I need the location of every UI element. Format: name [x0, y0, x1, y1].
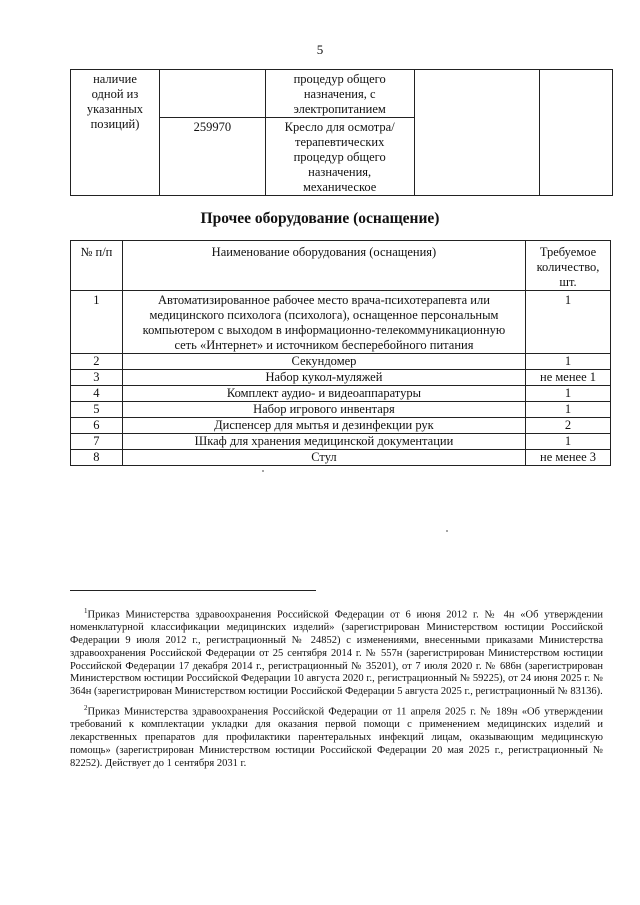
- row-name: Диспенсер для мытья и дезинфекции рук: [122, 418, 525, 434]
- row-quantity: не менее 3: [526, 450, 611, 466]
- table1-code: 259970: [159, 118, 265, 196]
- row-quantity: 1: [526, 291, 611, 354]
- row-number: 1: [71, 291, 123, 354]
- table1-left-cell: наличие одной из указанных позиций): [71, 70, 160, 196]
- footnote-1: [70, 605, 603, 699]
- table1-bottom-item: Кресло для осмотра/ терапевтических процедур общего назначения, механическое: [265, 118, 414, 196]
- row-quantity: 2: [526, 418, 611, 434]
- footnote-mark: 1: [84, 607, 88, 615]
- table-row: [71, 386, 611, 402]
- row-name: Шкаф для хранения медицинской документации: [122, 434, 525, 450]
- row-number: 5: [71, 402, 123, 418]
- scan-speck: [446, 530, 448, 532]
- table-row: [71, 418, 611, 434]
- row-quantity: 1: [526, 354, 611, 370]
- equipment-table-continuation: [70, 69, 613, 196]
- row-name: Набор кукол-муляжей: [122, 370, 525, 386]
- row-name: Стул: [122, 450, 525, 466]
- row-name: Набор игрового инвентаря: [122, 402, 525, 418]
- table-row: [71, 434, 611, 450]
- other-equipment-table: [70, 240, 611, 466]
- table-row: [71, 354, 611, 370]
- row-number: 8: [71, 450, 123, 466]
- page-number: 5: [316, 42, 324, 57]
- footnote-text: Приказ Министерства здравоохранения Российской Федерации от 11 апреля 2025 г. № 189н «Об утверждении требований к комплектации укладки для оказания первой помощи с применением медицинских изделий и лекарственных препаратов для профилактики парентеральных инфекций лицам, оказывающим медицинскую помощь» (зарегистрирован Министерством юстиции Российской Федерации 20 мая 2025 г., регистрационный № 82252). Действует до 1 сентября 2031 г.: [70, 706, 603, 769]
- table-header-row: [71, 241, 611, 291]
- table-row: [71, 370, 611, 386]
- row-name: Автоматизированное рабочее место врача-психотерапевта или медицинского психолога (психолога), оснащенное персональным компьютером с выходом в информационно-телекоммуникационную сеть «Интернет» и источником бесперебойного питания: [122, 291, 525, 354]
- table1-empty-cell: [414, 70, 540, 196]
- row-name: Секундомер: [122, 354, 525, 370]
- footnote-separator: [70, 590, 316, 591]
- table-row: [71, 450, 611, 466]
- row-number: 4: [71, 386, 123, 402]
- row-quantity: 1: [526, 386, 611, 402]
- section-title: Прочее оборудование (оснащение): [200, 210, 440, 227]
- table-row: [71, 291, 611, 354]
- column-header-number: № п/п: [71, 241, 123, 291]
- column-header-quantity: Требуемое количество, шт.: [526, 241, 611, 291]
- row-quantity: 1: [526, 402, 611, 418]
- row-number: 7: [71, 434, 123, 450]
- row-quantity: 1: [526, 434, 611, 450]
- column-header-name: Наименование оборудования (оснащения): [122, 241, 525, 291]
- table1-empty-cell: [540, 70, 613, 196]
- row-name: Комплект аудио- и видеоаппаратуры: [122, 386, 525, 402]
- row-number: 3: [71, 370, 123, 386]
- footnote-mark: 2: [84, 704, 88, 712]
- table-row: [71, 402, 611, 418]
- table1-empty-code-cell: [159, 70, 265, 118]
- scan-speck: [262, 470, 264, 472]
- row-number: 2: [71, 354, 123, 370]
- row-quantity: не менее 1: [526, 370, 611, 386]
- footnote-2: [70, 702, 603, 770]
- row-number: 6: [71, 418, 123, 434]
- table1-top-item: процедур общего назначения, с электропитанием: [265, 70, 414, 118]
- footnote-text: Приказ Министерства здравоохранения Российской Федерации от 6 июня 2012 г. № 4н «Об утверждении номенклатурной классификации медицинских изделий» (зарегистрирован Министерством юстиции Российской Федерации 9 июля 2012 г., регистрационный № 24852) с изменениями, внесенными приказами Министерства здравоохранения Российской Федерации от 25 сентября 2014 г. № 557н (зарегистрирован Министерством юстиции Российской Федерации 17 декабря 2014 г., регистрационный № 35201), от 7 июля 2020 г. № 686н (зарегистрирован Министерством юстиции Российской Федерации 10 августа 2020 г., регистрационный № 59225), от 24 июня 2025 г. № 364н (зарегистрирован Министерством юстиции Российской Федерации 5 августа 2025 г., регистрационный № 83136).: [70, 609, 603, 698]
